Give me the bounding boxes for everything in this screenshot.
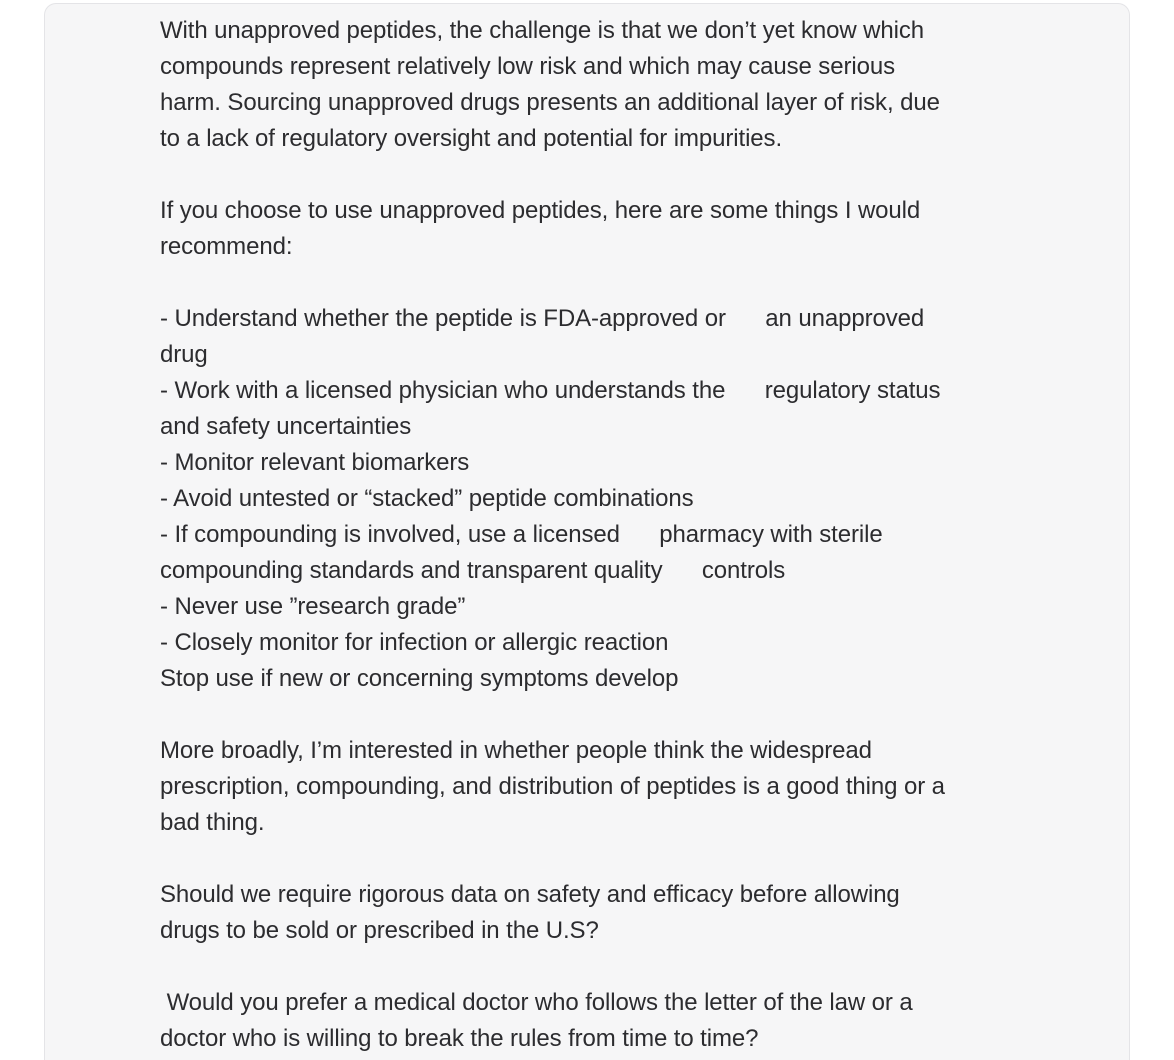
list-line: - Avoid untested or “stacked” peptide combinations	[160, 485, 694, 512]
text-line: Should we require rigorous data on safety and efficacy before allowing	[160, 881, 900, 908]
paragraph-rigorous-data-question	[160, 877, 1120, 949]
text-line: doctor who is willing to break the rules from time to time?	[160, 1025, 759, 1052]
list-line: and safety uncertainties	[160, 413, 412, 440]
paragraph-more-broadly	[160, 733, 1120, 841]
list-line: compounding standards and transparent quality controls	[160, 557, 786, 584]
text-line: compounds represent relatively low risk and which may cause serious	[160, 53, 895, 80]
list-line: drug	[160, 341, 208, 368]
message-text-block	[160, 13, 1120, 1057]
list-line: - Work with a licensed physician who understands the regulatory status	[160, 377, 941, 404]
text-line: recommend:	[160, 233, 293, 260]
text-line: prescription, compounding, and distribution of peptides is a good thing or a	[160, 773, 945, 800]
text-line: drugs to be sold or prescribed in the U.S?	[160, 917, 599, 944]
paragraph-intro	[160, 13, 1120, 157]
text-line: More broadly, I’m interested in whether people think the widespread	[160, 737, 872, 764]
text-line: With unapproved peptides, the challenge is that we don’t yet know which	[160, 17, 925, 44]
list-line: - Understand whether the peptide is FDA-approved or an unapproved	[160, 305, 925, 332]
text-line: Would you prefer a medical doctor who follows the letter of the law or a	[160, 989, 913, 1016]
text-line: If you choose to use unapproved peptides, here are some things I would	[160, 197, 921, 224]
paragraph-recommend-list	[160, 301, 1120, 697]
paragraph-recommend-lead	[160, 193, 1120, 265]
text-line: bad thing.	[160, 809, 265, 836]
list-line: - If compounding is involved, use a licensed pharmacy with sterile	[160, 521, 883, 548]
list-line: - Monitor relevant biomarkers	[160, 449, 470, 476]
list-line: - Closely monitor for infection or allergic reaction	[160, 629, 669, 656]
text-line: harm. Sourcing unapproved drugs presents an additional layer of risk, due	[160, 89, 940, 116]
list-line: - Never use ”research grade”	[160, 593, 466, 620]
paragraph-doctor-question	[160, 985, 1120, 1057]
list-line: Stop use if new or concerning symptoms develop	[160, 665, 679, 692]
text-line: to a lack of regulatory oversight and potential for impurities.	[160, 125, 783, 152]
